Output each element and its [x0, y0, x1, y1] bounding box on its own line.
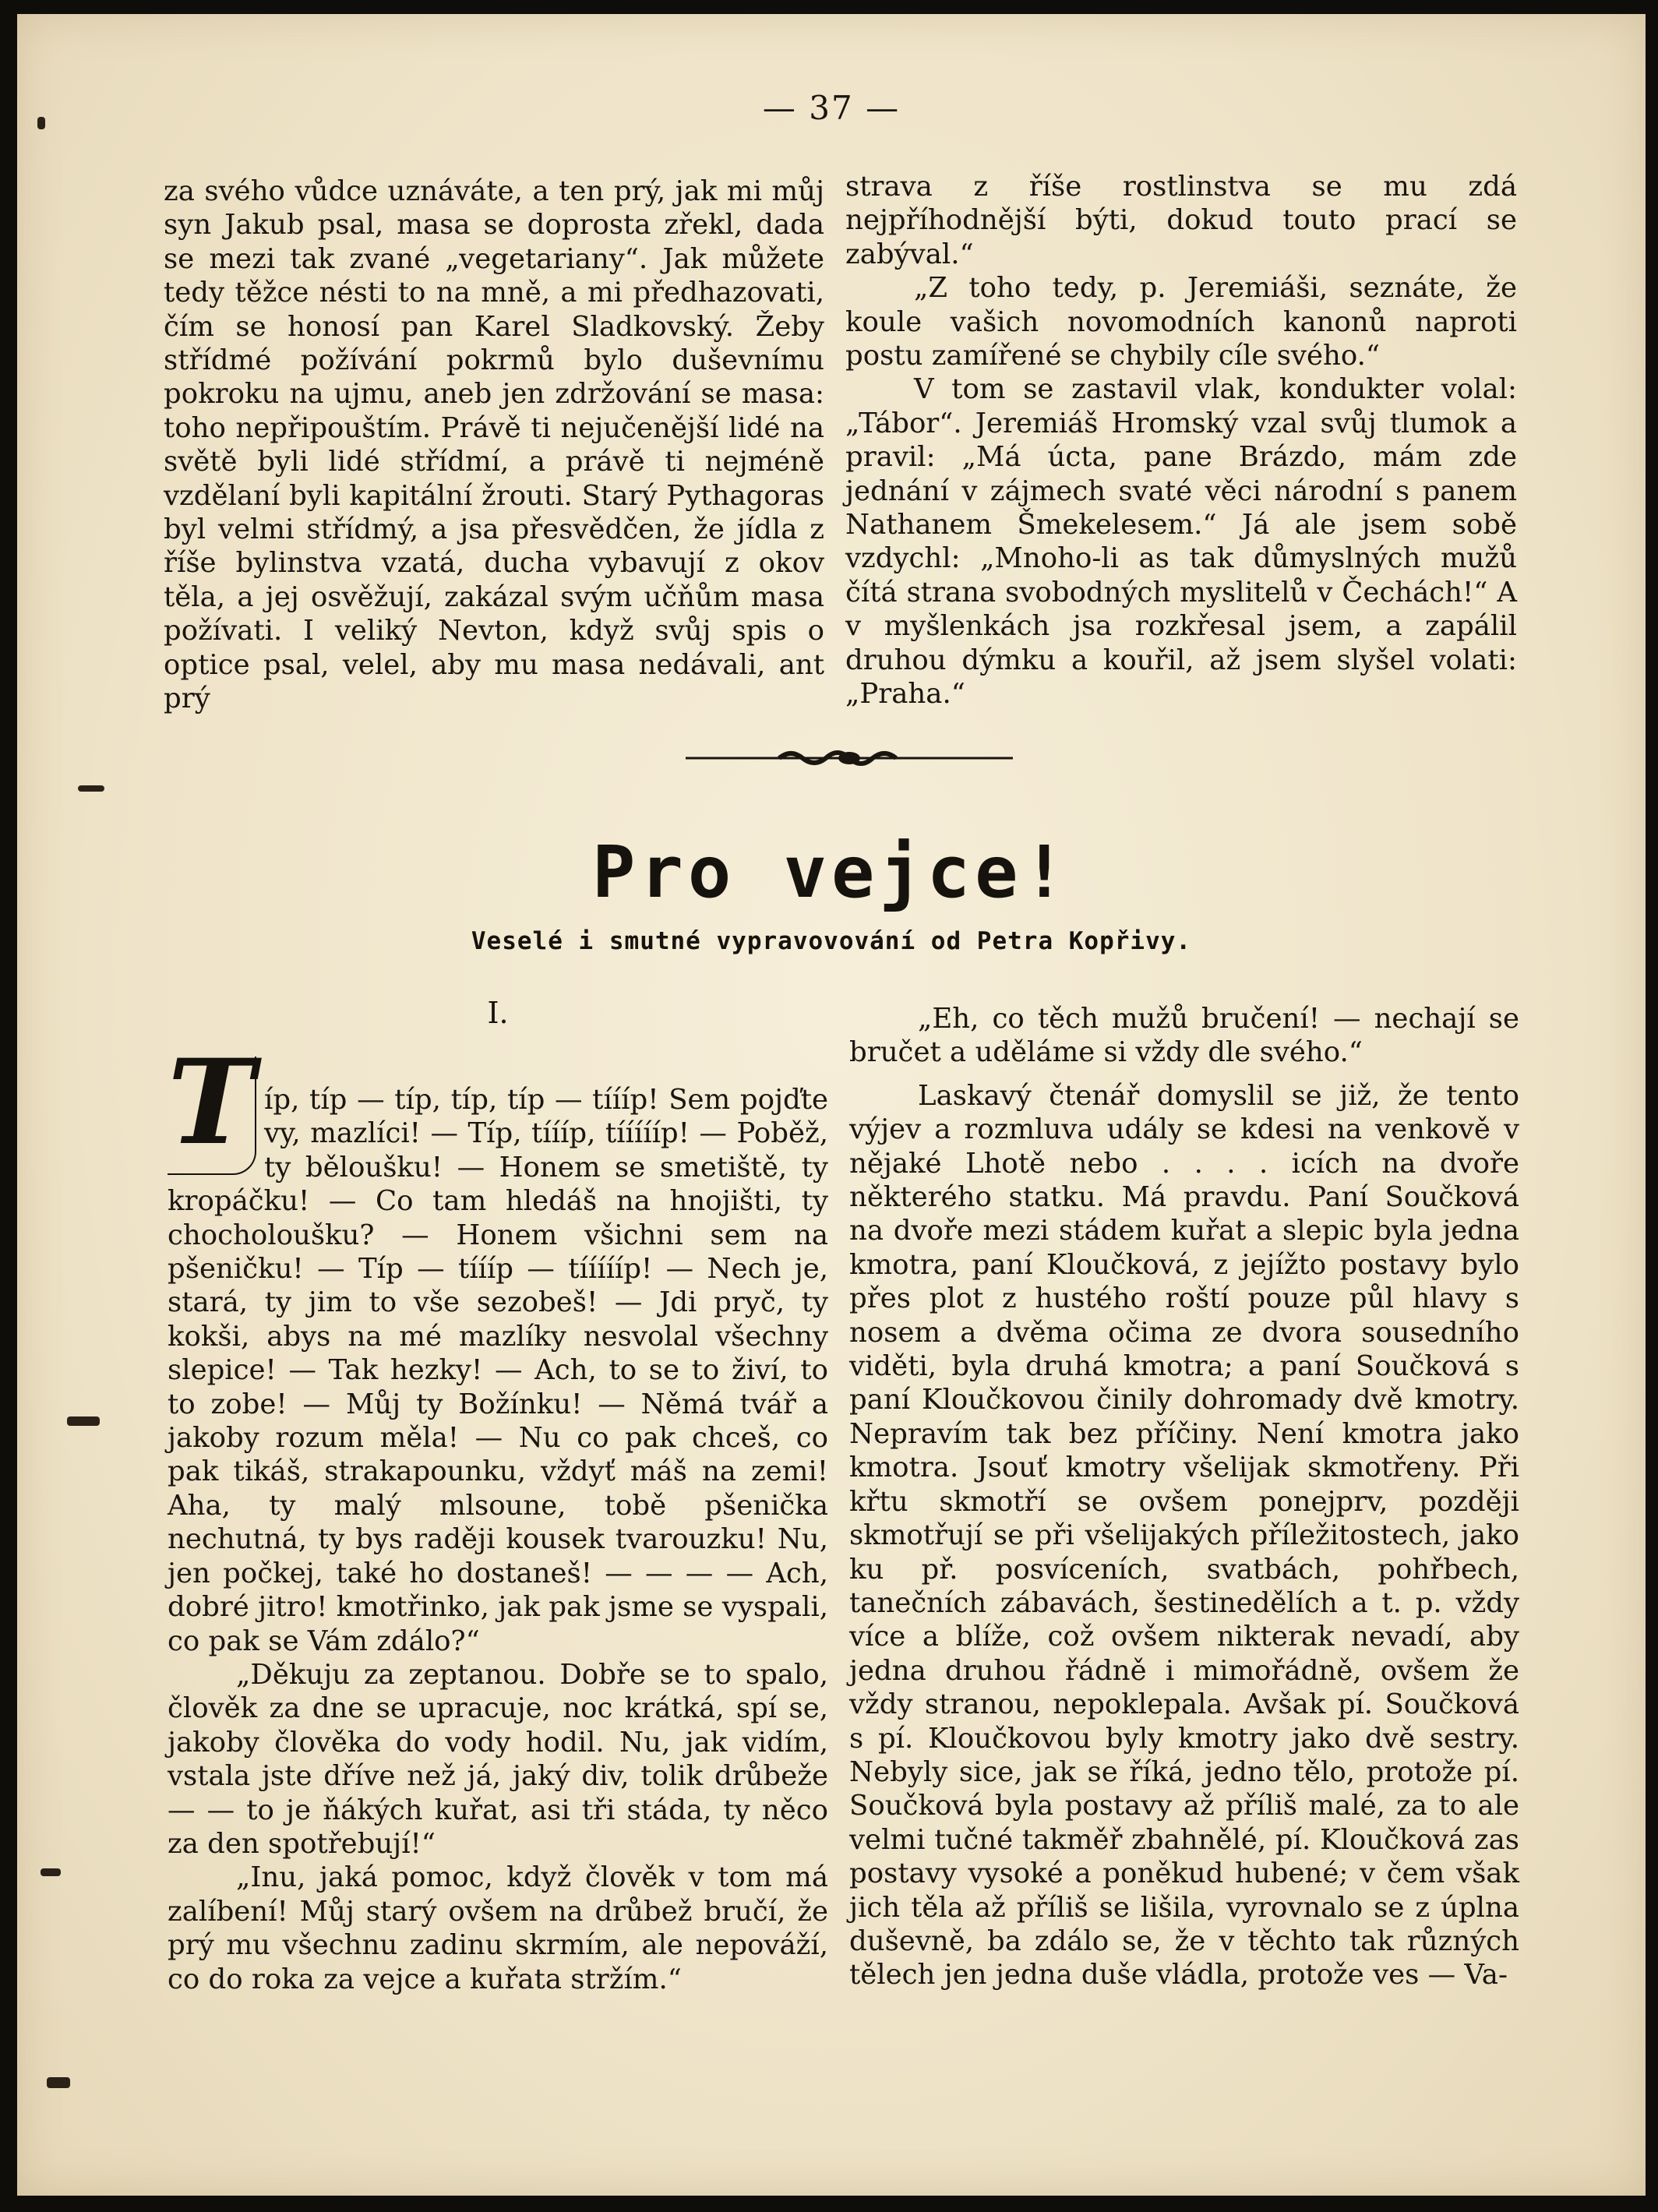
- margin-mark: [78, 785, 104, 792]
- margin-mark: [41, 1868, 61, 1876]
- drop-cap-initial: T: [168, 1057, 256, 1175]
- paragraph: „Eh, co těch mužů bručení! — nechají se bručet a uděláme si vždy dle svého.“: [849, 1003, 1519, 1069]
- margin-mark: [67, 1416, 100, 1426]
- paragraph: strava z říše rostlinstva se mu zdá nejpříhodnější býti, dokud touto prací se zabýval.“: [845, 171, 1517, 270]
- story-subtitle: Veselé i smutné vypravovování od Petra Kopřivy.: [471, 927, 1192, 955]
- ornamental-divider: [686, 742, 1013, 773]
- paragraph: „Inu, jaká pomoc, když člověk v tom má zalíbení! Můj starý ovšem na drůbež bručí, že prý mu všechnu zadinu skrmím, ale nepováží, co do roka za vejce a kuřata stržím.“: [168, 1861, 828, 1995]
- first-paragraph-text: íp, típ — típ, típ, típ — tíííp! Sem pojďte vy, mazlíci! — Típ, tíííp, tíííííp! — Poběž, ty běloušku! — Honem se smetiště, ty kropáčku! — Co tam hledáš na hnojišti, ty chocholoušku? — Honem všichni sem na pšeničku! — Típ — tíííp — tíííííp! — Nech je, stará, ty jim to vše sezobeš! — Jdi pryč, ty kokši, abys na mé mazlíky nesvolal všechny slepice! — Tak hezky! — Ach, to se to živí, to to zobe! — Můj ty Božínku! — Němá tvář a jakoby rozum měla! — Nu co pak chceš, co pak tikáš, strakapounku, vždyť máš na zemi! Aha, ty malý mlsoune, tobě pšenička nechutná, ty bys raději kousek tvarouzku! Nu, jen počkej, také ho dostaneš! — — — — Ach, dobré jitro! kmotřinko, jak pak jsme se vyspali, co pak se Vám zdálo?“: [168, 1084, 828, 1657]
- top-left-column: [164, 175, 824, 716]
- book-page: [17, 14, 1646, 2196]
- paragraph: za svého vůdce uznáváte, a ten prý, jak mi můj syn Jakub psal, masa se doprosta zřekl, dada se mezi tak zvané „vegetariany“. Jak můžete tedy těžce nésti to na mně, a mi předhazovati, čím se honosí pan Karel Sladkovský. Žeby střídmé požívání pokrmů bylo duševnímu pokroku na ujmu, aneb jen zdržování se masa: toho nepřipouštím. Právě ti nejučenější lidé na světě byli lidé střídmí, a právě ti nejméně vzdělaní byli kapitální žrouti. Starý Pythagoras byl velmi střídmý, a jsa přesvědčen, že jídla z říše bylinstva vzatá, ducha vybavují z okov těla, a jej osvěžují, zakázal svým učňům masa požívati. I veliký Nevton, když svůj spis o optice psal, velel, aby mu masa nedávali, ant prý: [164, 175, 824, 715]
- paragraph: „Děkuju za zeptanou. Dobře se to spalo, člověk za dne se upracuje, noc krátká, spí se, jakoby člověka do vody hodil. Nu, jak vidím, vstala jste dříve než já, jaký div, tolik drůbeže — — to je ňákých kuřat, asi tři stáda, ty něco za den spotřebují!“: [168, 1658, 828, 1860]
- story-left-column: [168, 1034, 828, 1996]
- paragraph: V tom se zastavil vlak, kondukter volal: „Tábor“. Jeremiáš Hromský vzal svůj tlumok a pravil: „Má úcta, pane Brázdo, mám zde jednání v zájmech svaté věci národní s panem Nathanem Šmekelesem.“ Já ale jsem sobě vzdychl: „Mnoho-li as tak důmyslných mužů čítá strana svobodných myslitelů v Čechách!“ A v myšlenkách jsa rozkřesal jsem, a zapálil druhou dýmku a kouřil, až jsem slyšel volati: „Praha.“: [845, 373, 1517, 711]
- margin-mark: [37, 117, 45, 129]
- paragraph: „Z toho tedy, p. Jeremiáši, seznáte, že koule vašich novomodních kanonů naproti postu zamířené se chybily cíle svého.“: [845, 272, 1517, 372]
- margin-mark: [47, 2077, 70, 2088]
- top-right-column: [845, 170, 1517, 711]
- first-paragraph: [168, 1034, 828, 1658]
- page-number: — 37 —: [762, 89, 901, 127]
- story-right-column: [849, 1002, 1519, 1992]
- paragraph: Laskavý čtenář domyslil se již, že tento výjev a rozmluva udály se kdesi na venkově v nějaké Lhotě nebo . . . . icích na dvoře některého statku. Má pravdu. Paní Součková na dvoře mezi stádem kuřat a slepic byla jedna kmotra, paní Kloučková, z jejížto postavy bylo přes plot z hustého roští pouze půl hlavy s nosem a dvěma očima ze dvora sousedního viděti, byla druhá kmotra; a paní Součková s paní Kloučkovou činily dohromady dvě kmotry. Nepravím tak bez příčiny. Není kmotra jako kmotra. Jsouť kmotry všelijak skmotřeny. Při křtu skmotří se ovšem ponejprv, později skmotřují se při všelijakých příležitostech, jako ku př. posvíceních, svatbách, pohřbech, tanečních zábavách, šestinedělích a t. p. vždy více a blíže, což ovšem nikterak nevadí, aby jedna druhou řádně i mimořádně, ovšem že vždy stranou, nepoklepala. Avšak pí. Součková s pí. Kloučkovou byly kmotry jako dvě sestry. Nebyly sice, jak se říká, jedno tělo, protože pí. Součková byla postavy až příliš malé, za to ale velmi tučné takměř zbahnělé, pí. Kloučková zas postavy vysoké a poněkud hubené; v čem však jich těla až příliš se lišila, vyrovnalo se z úplna duševně, ba zdálo se, že v těchto tak různých tělech jen jedna duše vládla, protože ves — Va-: [849, 1079, 1519, 1992]
- story-title: Pro vejce!: [592, 831, 1071, 914]
- chapter-number: I.: [487, 996, 509, 1030]
